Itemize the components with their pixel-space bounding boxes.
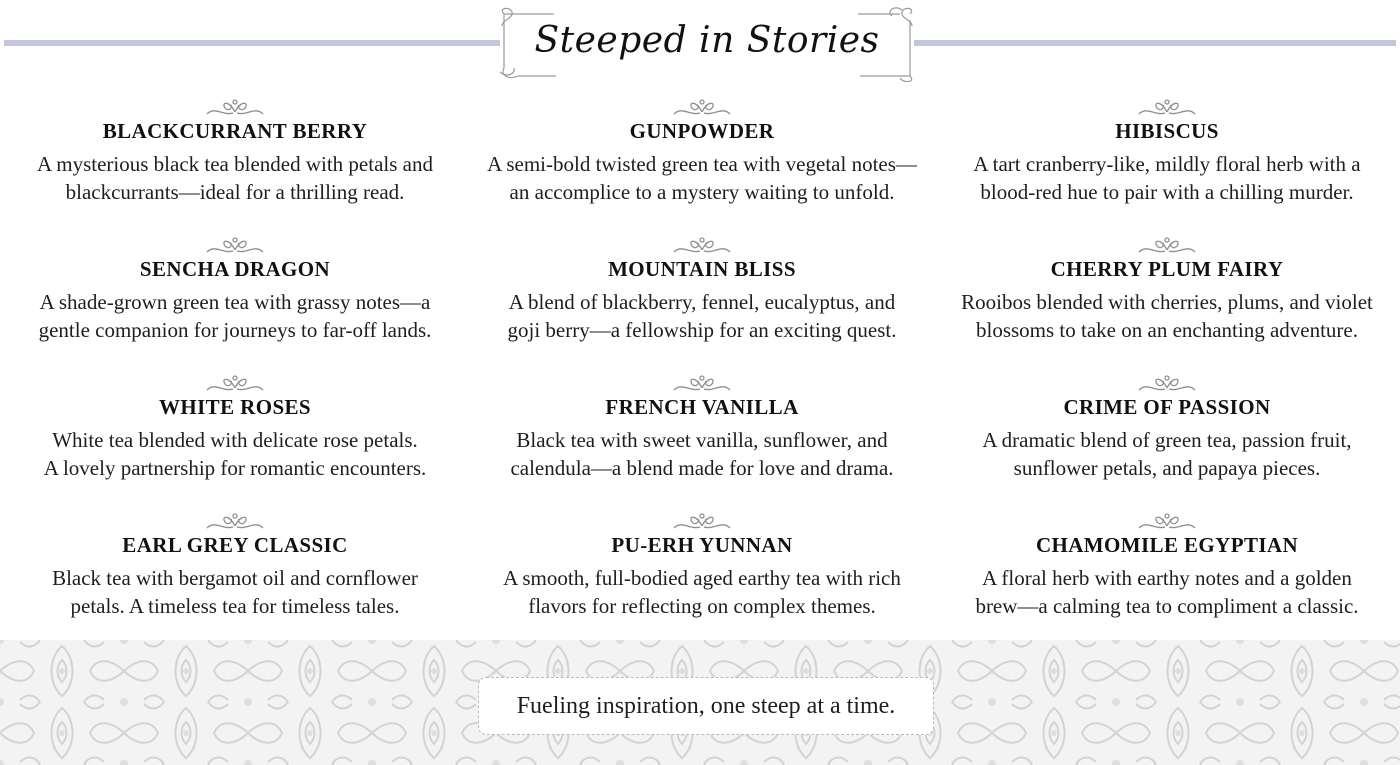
title-frame xyxy=(496,6,918,82)
tea-name: GUNPOWDER xyxy=(629,119,775,143)
tea-item xyxy=(934,510,1400,648)
header-rule-right xyxy=(914,40,1396,46)
tea-description: Rooibos blended with cherries, plums, and violet blossoms to take on an enchanting adventure. xyxy=(961,290,1373,342)
tea-description: A blend of blackberry, fennel, eucalyptus, and goji berry—a fellowship for an exciting quest. xyxy=(507,290,897,342)
tea-name: SENCHA DRAGON xyxy=(139,257,331,281)
tea-item xyxy=(934,234,1400,372)
flourish-icon xyxy=(203,234,267,256)
flourish-icon xyxy=(1135,372,1199,394)
page-title: Steeped in Stories xyxy=(534,20,880,61)
footer-damask-band xyxy=(0,640,1400,765)
tea-item xyxy=(470,96,934,234)
tea-name: CHERRY PLUM FAIRY xyxy=(1050,257,1284,281)
tea-name: FRENCH VANILLA xyxy=(605,395,799,419)
flourish-icon xyxy=(670,234,734,256)
flourish-icon xyxy=(1135,96,1199,118)
tagline: Fueling inspiration, one steep at a time. xyxy=(516,692,896,719)
tea-name: EARL GREY CLASSIC xyxy=(122,533,348,557)
flourish-icon xyxy=(670,96,734,118)
tea-description: A mysterious black tea blended with petals and blackcurrants—ideal for a thrilling read. xyxy=(37,152,433,204)
tea-name: WHITE ROSES xyxy=(158,395,312,419)
tagline-box xyxy=(478,677,934,735)
flourish-icon xyxy=(203,372,267,394)
header-rule-left xyxy=(4,40,500,46)
tea-name: PU-ERH YUNNAN xyxy=(611,533,793,557)
tea-description: A dramatic blend of green tea, passion fruit, sunflower petals, and papaya pieces. xyxy=(982,428,1352,480)
tea-item xyxy=(0,372,470,510)
tea-description: A floral herb with earthy notes and a golden brew—a calming tea to compliment a classic. xyxy=(975,566,1359,618)
tea-description: A smooth, full-bodied aged earthy tea with rich flavors for reflecting on complex themes. xyxy=(503,566,901,618)
tea-item xyxy=(470,510,934,648)
tea-description: A semi-bold twisted green tea with vegetal notes— an accomplice to a mystery waiting to unfold. xyxy=(487,152,917,204)
flourish-icon xyxy=(203,96,267,118)
tea-description: Black tea with sweet vanilla, sunflower, and calendula—a blend made for love and drama. xyxy=(510,428,894,480)
tea-item xyxy=(0,510,470,648)
flourish-icon xyxy=(670,372,734,394)
flourish-icon xyxy=(1135,234,1199,256)
tea-item xyxy=(934,372,1400,510)
tea-name: BLACKCURRANT BERRY xyxy=(102,119,368,143)
tea-item xyxy=(470,372,934,510)
tea-name: CRIME OF PASSION xyxy=(1063,395,1271,419)
tea-description: A tart cranberry-like, mildly floral herb with a blood-red hue to pair with a chilling murder. xyxy=(973,152,1361,204)
tea-item xyxy=(0,96,470,234)
tea-name: MOUNTAIN BLISS xyxy=(608,257,796,281)
tea-description: A shade-grown green tea with grassy notes—a gentle companion for journeys to far-off lands. xyxy=(38,290,432,342)
flourish-icon xyxy=(203,510,267,532)
tea-description: Black tea with bergamot oil and cornflower petals. A timeless tea for timeless tales. xyxy=(52,566,418,618)
tea-item xyxy=(0,234,470,372)
flourish-icon xyxy=(1135,510,1199,532)
tea-name: HIBISCUS xyxy=(1115,119,1219,143)
tea-item xyxy=(934,96,1400,234)
tea-item xyxy=(470,234,934,372)
flourish-icon xyxy=(670,510,734,532)
tea-grid xyxy=(0,96,1400,648)
tea-description: White tea blended with delicate rose petals. A lovely partnership for romantic encounters. xyxy=(43,428,427,480)
tea-name: CHAMOMILE EGYPTIAN xyxy=(1035,533,1299,557)
